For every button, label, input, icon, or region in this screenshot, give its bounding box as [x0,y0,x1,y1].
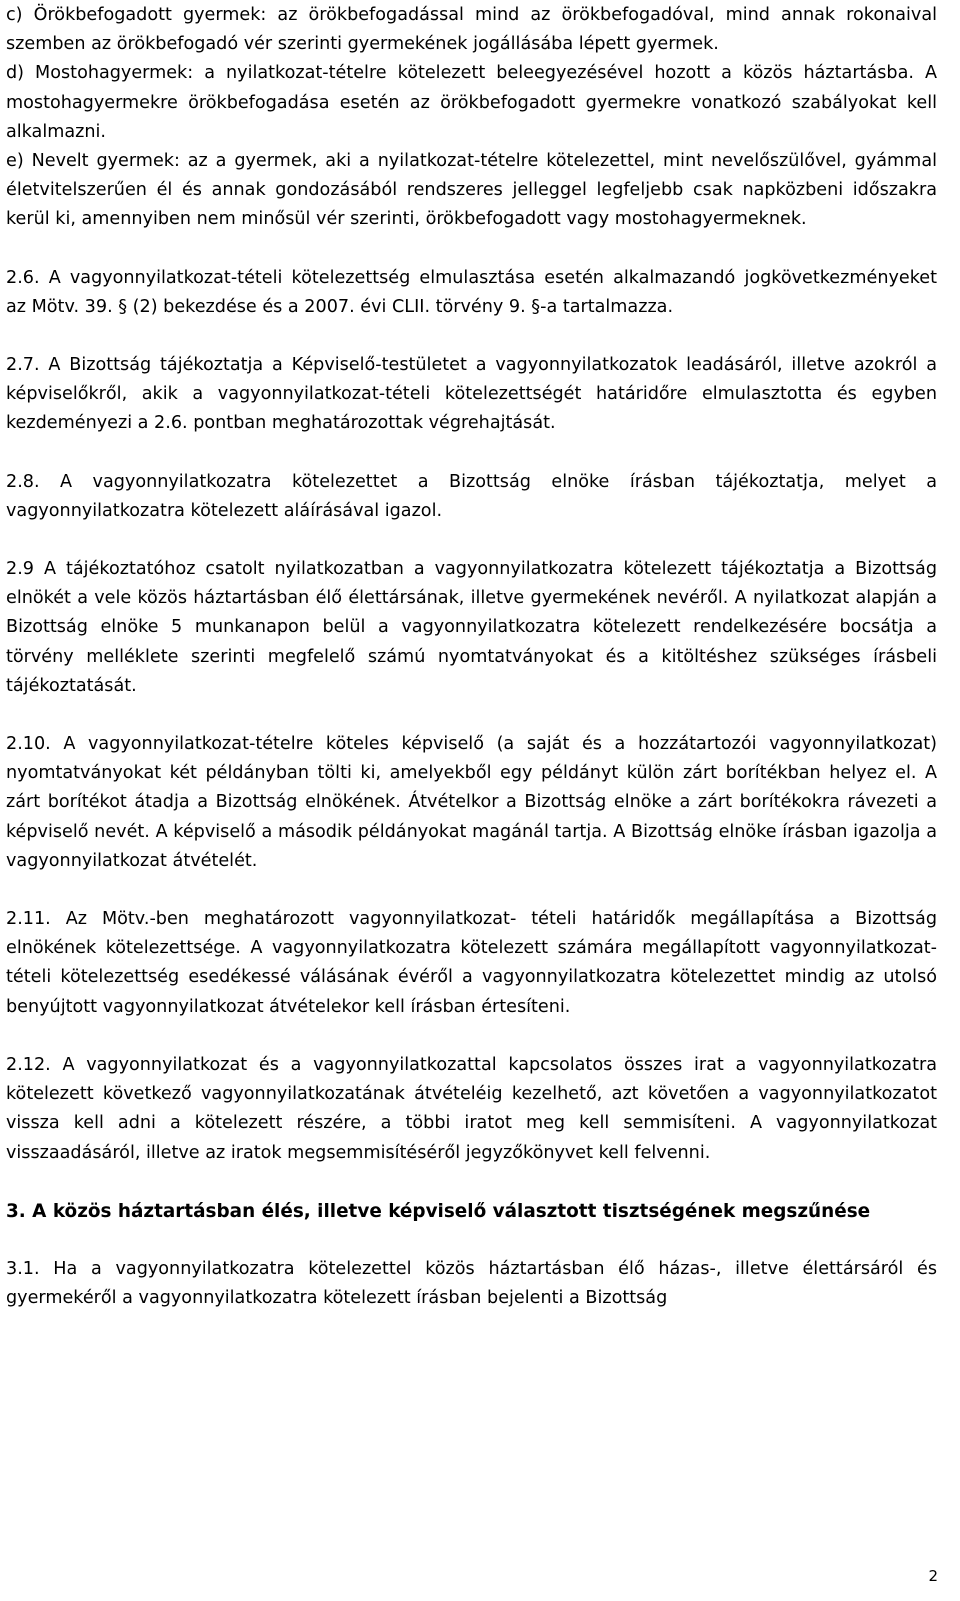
paragraph-e-foster-child: e) Nevelt gyermek: az a gyermek, aki a nyilatkozat-tételre kötelezettel, mint nevelőszülővel, gyámmal életvitelszerűen él és annak gondozásából rendszeres jelleggel legfeljebb csak napközbeni időszakra kerül ki, amennyiben nem minősül vér szerinti, örökbefogadott vagy mostohagyermeknek. [6,151,937,230]
paragraph-d-stepchild: d) Mostohagyermek: a nyilatkozat-tételre kötelezett beleegyezésével hozott a közös háztartásba. A mostohagyermekre örökbefogadása esetén az örökbefogadott gyermekre vonatkozó szabályokat kell alkalmazni. [6,63,937,142]
paragraph-2-8: 2.8. A vagyonnyilatkozatra kötelezettet a Bizottság elnöke írásban tájékoztatja, melyet a vagyonnyilatkozatra kötelezett aláírásával igazol. [6,471,937,521]
paragraph-2-7: 2.7. A Bizottság tájékoztatja a Képviselő-testületet a vagyonnyilatkozatok leadásáról, illetve azokról a képviselőkről, akik a vagyonnyilatkozat-tételi kötelezettségét határidőre elmulasztotta és egyben kezdeményezi a 2.6. pontban meghatározottak végrehajtását. [6,355,937,434]
paragraph-2-11: 2.11. Az Mötv.-ben meghatározott vagyonnyilatkozat- tételi határidők megállapítása a Bizottság elnökének kötelezettsége. A vagyonnyilatkozatra kötelezett számára megállapított vagyonnyilatkozat-tételi kötelezettség esedékessé válásának évéről a vagyonnyilatkozatra kötelezettet mindig az utolsó benyújtott vagyonnyilatkozat átvételekor kell írásban értesíteni. [6,909,937,1017]
section-heading-3: 3. A közös háztartásban élés, illetve képviselő választott tisztségének megszűnése [6,1200,871,1222]
paragraph-2-10: 2.10. A vagyonnyilatkozat-tételre köteles képviselő (a saját és a hozzátartozói vagyonnyilatkozat) nyomtatványokat két példányban tölti ki, amelyekből egy példányt külön zárt borítékban helyez el. A zárt borítékot átadja a Bizottság elnökének. Átvételkor a Bizottság elnöke a zárt borítékokra rávezeti a képviselő nevét. A képviselő a második példányokat magánál tartja. A Bizottság elnöke írásban igazolja a vagyonnyilatkozat átvételét. [6,734,937,871]
paragraph-2-6: 2.6. A vagyonnyilatkozat-tételi kötelezettség elmulasztása esetén alkalmazandó jogkövetkezményeket az Mötv. 39. § (2) bekezdése és a 2007. évi CLII. törvény 9. §-a tartalmazza. [6,267,937,317]
page-number: 2 [928,1567,938,1585]
document-body [6,1,937,1313]
paragraph-2-9: 2.9 A tájékoztatóhoz csatolt nyilatkozatban a vagyonnyilatkozatra kötelezett tájékoztatja a Bizottság elnökét a vele közös háztartásban élő élettársának, illetve gyermekének nevéről. A nyilatkozat alapján a Bizottság elnöke 5 munkanapon belül a vagyonnyilatkozatra kötelezett rendelkezésére bocsátja a törvény melléklete szerinti megfelelő számú nyomtatványokat és a kitöltéshez szükséges írásbeli tájékoztatását. [6,559,937,696]
paragraph-2-12: 2.12. A vagyonnyilatkozat és a vagyonnyilatkozattal kapcsolatos összes irat a vagyonnyilatkozatra kötelezett következő vagyonnyilatkozatának átvételéig kezelhető, azt követően a vagyonnyilatkozatot vissza kell adni a kötelezett részére, a többi iratot meg kell semmisíteni. A vagyonnyilatkozat visszaadásáról, illetve az iratok megsemmisítéséről jegyzőkönyvet kell felvenni. [6,1054,937,1163]
paragraph-c-adopted-child: c) Örökbefogadott gyermek: az örökbefogadással mind az örökbefogadóval, mind annak rokonaival szemben az örökbefogadó vér szerinti gyermekének jogállásába lépett gyermek. [6,5,937,55]
paragraph-3-1: 3.1. Ha a vagyonnyilatkozatra kötelezettel közös háztartásban élő házas-, illetve élettársáról és gyermekéről a vagyonnyilatkozatra kötelezett írásban bejelenti a Bizottság [6,1258,937,1309]
